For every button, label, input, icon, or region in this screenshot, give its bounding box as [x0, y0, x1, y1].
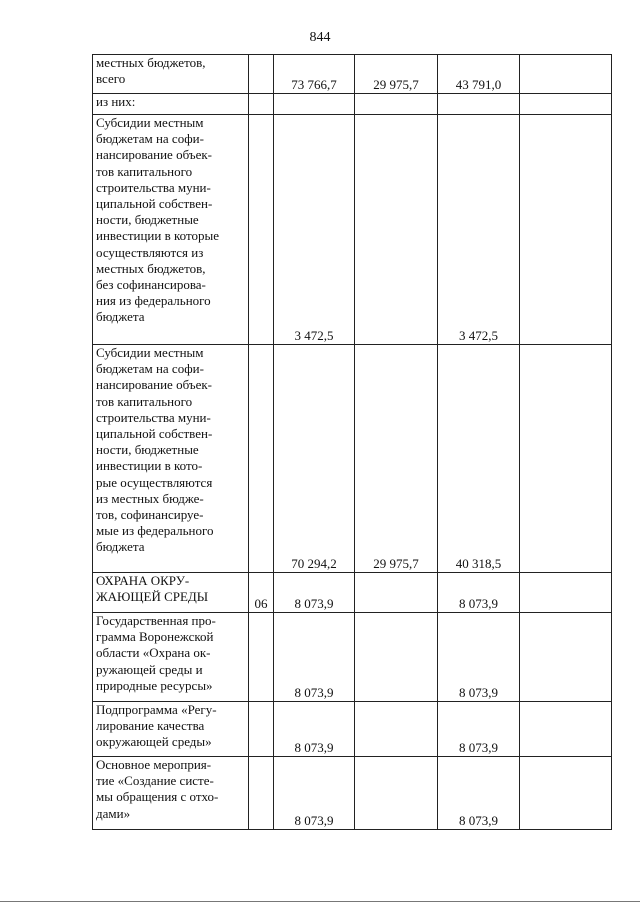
row-name: Подпрограмма «Регу- лирование качества окружающей среды» [93, 702, 249, 757]
row-code [249, 345, 274, 573]
row-extra [520, 345, 612, 573]
row-federal [355, 702, 438, 757]
table-row [93, 613, 612, 702]
table-row [93, 94, 612, 115]
row-code [249, 55, 274, 94]
row-regional: 8 073,9 [438, 757, 520, 830]
section-title: ОХРАНА ОКРУ- ЖАЮЩЕЙ СРЕДЫ [93, 573, 249, 613]
row-extra [520, 573, 612, 613]
row-regional: 3 472,5 [438, 115, 520, 345]
row-total: 8 073,9 [274, 573, 355, 613]
row-regional: 8 073,9 [438, 573, 520, 613]
row-code [249, 94, 274, 115]
row-total: 8 073,9 [274, 702, 355, 757]
row-total: 8 073,9 [274, 613, 355, 702]
row-total: 3 472,5 [274, 115, 355, 345]
row-name: Субсидии местным бюджетам на софи- нансирование объек- тов капитального строительства муни- ципальной собствен- ности, бюджетные инвестиции в которые осуществляются из местных бюджетов, без софинансирова- ния из федерального бюджета [93, 115, 249, 345]
page-number: 844 [309, 30, 331, 45]
row-federal [355, 115, 438, 345]
row-total [274, 94, 355, 115]
row-regional: 43 791,0 [438, 55, 520, 94]
budget-table [92, 54, 612, 830]
row-extra [520, 115, 612, 345]
row-name: местных бюджетов, всего [93, 55, 249, 94]
table-row [93, 55, 612, 94]
table-row [93, 757, 612, 830]
row-name: Субсидии местным бюджетам на софи- нансирование объек- тов капитального строительства муни- ципальной собствен- ности, бюджетные инвестиции в кото- рые осуществляются из местных бюдже- тов, софинансируе- мые из федерального бюджета [93, 345, 249, 573]
row-code [249, 115, 274, 345]
row-regional: 8 073,9 [438, 613, 520, 702]
row-total: 8 073,9 [274, 757, 355, 830]
row-name: Основное мероприя- тие «Создание систе- мы обращения с отхо- дами» [93, 757, 249, 830]
row-federal [355, 94, 438, 115]
row-code [249, 702, 274, 757]
row-name: Государственная про- грамма Воронежской области «Охрана ок- ружающей среды и природные ресурсы» [93, 613, 249, 702]
row-extra [520, 613, 612, 702]
row-federal [355, 573, 438, 613]
row-extra [520, 757, 612, 830]
row-regional: 40 318,5 [438, 345, 520, 573]
row-code [249, 757, 274, 830]
scan-edge-line [0, 901, 640, 902]
row-extra [520, 94, 612, 115]
row-extra [520, 55, 612, 94]
table-row [93, 573, 612, 613]
row-code [249, 613, 274, 702]
table-row [93, 115, 612, 345]
table-row [93, 702, 612, 757]
row-federal: 29 975,7 [355, 345, 438, 573]
row-total: 73 766,7 [274, 55, 355, 94]
row-federal [355, 613, 438, 702]
row-regional [438, 94, 520, 115]
row-total: 70 294,2 [274, 345, 355, 573]
row-regional: 8 073,9 [438, 702, 520, 757]
row-name: из них: [93, 94, 249, 115]
row-federal [355, 757, 438, 830]
table-row [93, 345, 612, 573]
row-code: 06 [249, 573, 274, 613]
row-extra [520, 702, 612, 757]
row-federal: 29 975,7 [355, 55, 438, 94]
